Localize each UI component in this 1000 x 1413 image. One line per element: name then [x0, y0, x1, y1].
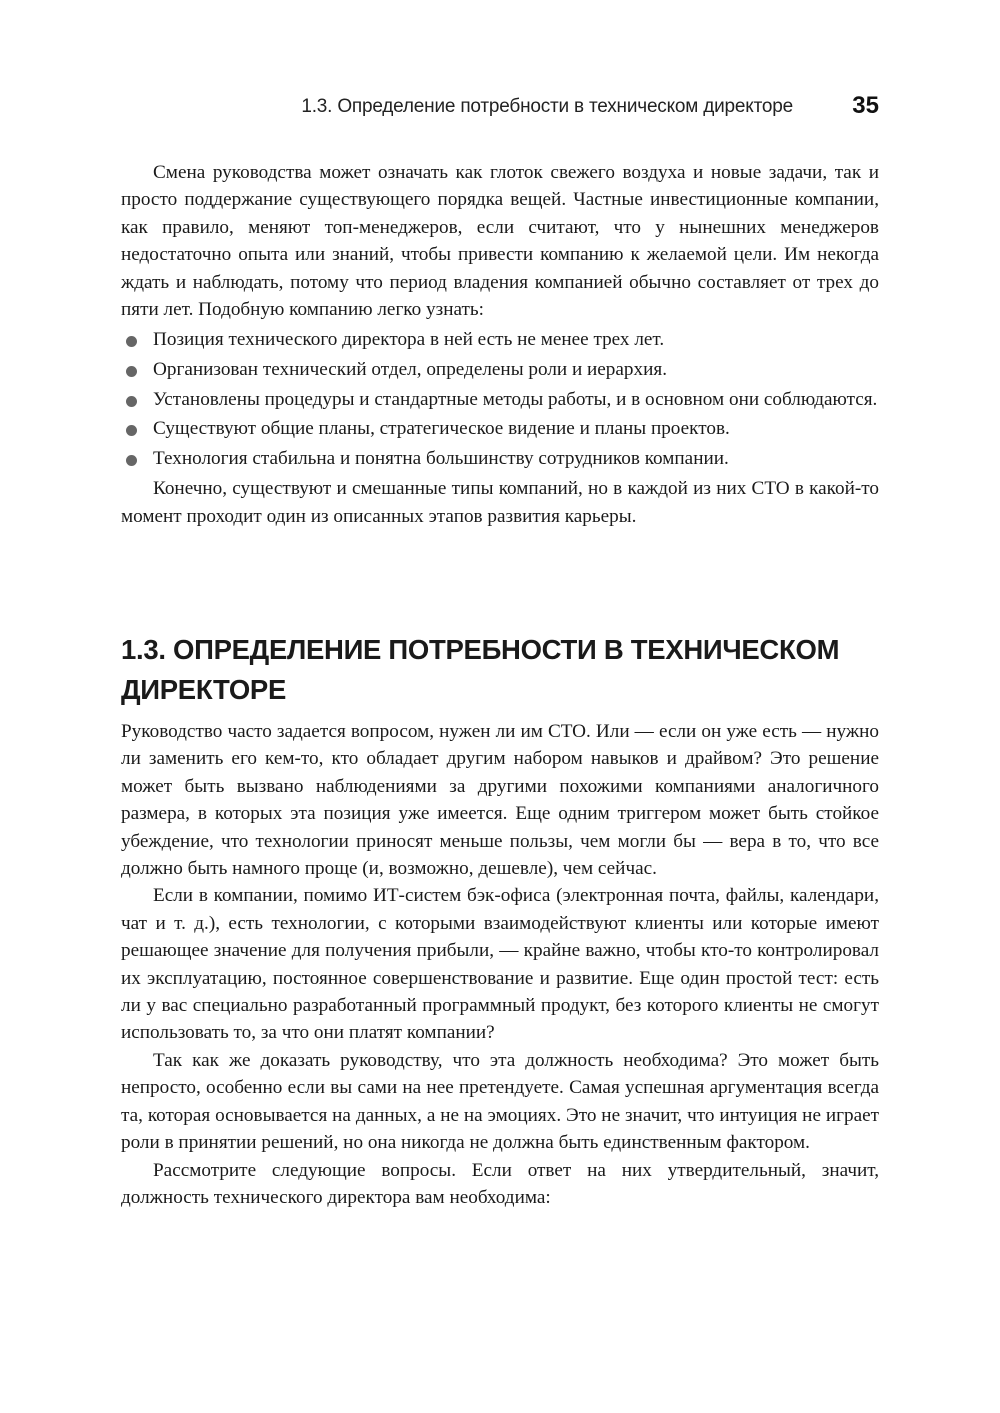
- running-head: [121, 92, 879, 124]
- closing-paragraph: Конечно, существуют и смешанные типы компаний, но в каждой из них CTO в какой-то момент проходит один из описанных этапов развития карьеры.: [121, 478, 879, 527]
- bullet-list: [121, 326, 879, 472]
- section-paragraph-4: Рассмотрите следующие вопросы. Если ответ на них утвердительный, значит, должность технического директора вам необходима:: [121, 1159, 879, 1208]
- bullet-dot-icon: [126, 366, 137, 377]
- body-block-2: [121, 718, 879, 1211]
- bullet-item: [121, 415, 879, 442]
- section-heading-line1: 1.3. ОПРЕДЕЛЕНИЕ ПОТРЕБНОСТИ В ТЕХНИЧЕСКОМ: [121, 634, 840, 665]
- bullet-item: [121, 386, 879, 413]
- bullet-dot-icon: [126, 455, 137, 466]
- body-block-1: [121, 159, 879, 530]
- bullet-dot-icon: [126, 425, 137, 436]
- section-heading: [121, 630, 879, 710]
- running-head-title: 1.3. Определение потребности в техническом директоре: [301, 96, 793, 117]
- section-paragraph-3: Так как же доказать руководству, что эта должность необходима? Это может быть непросто, особенно если вы сами на нее претендуете. Самая успешная аргументация всегда та, которая основывается на данных, а не на эмоциях. Это не значит, что интуиция не играет роли в принятии решений, но она никогда не должна быть единственным фактором.: [121, 1049, 879, 1154]
- bullet-text: Установлены процедуры и стандартные методы работы, и в основном они соблюдаются.: [153, 388, 878, 410]
- section-paragraph-1: Руководство часто задается вопросом, нужен ли им CTO. Или — если он уже есть — нужно ли заменить его кем-то, кто обладает другим набором навыков и драйвом? Это решение может быть вызвано наблюдениями за другими похожими компаниями аналогичного размера, в которых эта позиция уже имеется. Еще одним триггером может быть стойкое убеждение, что технологии приносят меньше пользы, чем могли бы — вера в то, что все должно быть намного проще (и, возможно, дешевле), чем сейчас.: [121, 721, 879, 880]
- page-number: 35: [852, 92, 879, 119]
- section-heading-line2: ДИРЕКТОРЕ: [121, 674, 286, 705]
- bullet-dot-icon: [126, 396, 137, 407]
- bullet-text: Технология стабильна и понятна большинству сотрудников компании.: [153, 447, 729, 469]
- bullet-text: Позиция технического директора в ней есть не менее трех лет.: [153, 329, 665, 351]
- bullet-text: Организован технический отдел, определены роли и иерархия.: [153, 359, 667, 381]
- section-paragraph-2: Если в компании, помимо ИТ-систем бэк-офиса (электронная почта, файлы, календари, чат и т. д.), есть технологии, с которыми взаимодействуют клиенты или которые имеют решающее значение для получения прибыли, — крайне важно, чтобы кто-то контролировал их эксплуатацию, постоянное совершенствование и развитие. Еще один простой тест: есть ли у вас специально разработанный программный продукт, без которого клиенты не смогут использовать то, за что они платят компании?: [121, 885, 879, 1044]
- bullet-text: Существуют общие планы, стратегическое видение и планы проектов.: [153, 418, 730, 440]
- bullet-item: [121, 356, 879, 383]
- bullet-dot-icon: [126, 336, 137, 347]
- bullet-item: [121, 445, 879, 472]
- bullet-item: [121, 326, 879, 353]
- intro-paragraph: Смена руководства может означать как глоток свежего воздуха и новые задачи, так и просто поддержание существующего порядка вещей. Частные инвестиционные компании, как правило, меняют топ-менеджеров, если считают, что у нынешних менеджеров недостаточно опыта или знаний, чтобы привести компанию к желаемой цели. Им некогда ждать и наблюдать, потому что период владения компанией обычно составляет от трех до пяти лет. Подобную компанию легко узнать:: [121, 162, 879, 321]
